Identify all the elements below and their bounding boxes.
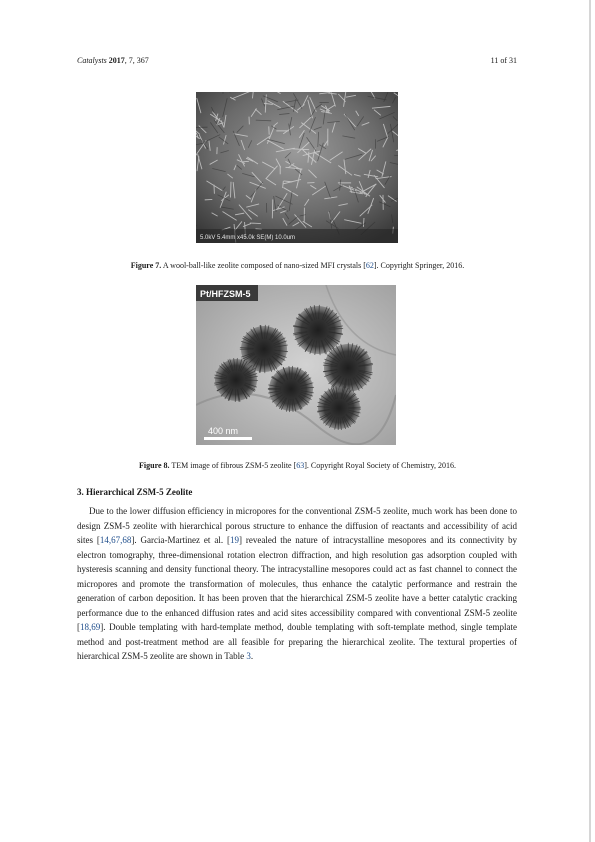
- fiber-texture: [363, 218, 364, 227]
- citation-link[interactable]: 14,67,68: [99, 535, 132, 545]
- tem-sample-label: Pt/HFZSM-5: [200, 289, 251, 299]
- section-heading: 3. Hierarchical ZSM-5 Zeolite: [77, 487, 193, 497]
- fibrous-particle: [294, 306, 342, 354]
- citation-link[interactable]: 62: [365, 261, 374, 270]
- scale-bar-label: 400 nm: [208, 426, 239, 436]
- paragraph-text: ]. Garcia-Martinez et al. [: [131, 535, 230, 545]
- sem-micrograph: [196, 92, 398, 243]
- journal-name: Catalysts: [77, 56, 107, 65]
- figure-8-image: [196, 285, 396, 445]
- running-header: [77, 56, 149, 65]
- particle-fiber: [348, 407, 361, 408]
- scale-bar: [204, 437, 252, 440]
- paragraph-text: .: [250, 651, 254, 661]
- page-edge: [589, 0, 591, 842]
- figure-7-caption: [60, 261, 535, 270]
- figure-8-caption-text: TEM image of fibrous ZSM-5 zeolite [: [169, 461, 297, 470]
- figure-7-image: [196, 92, 398, 243]
- paragraph-text: ] revealed the nature of intracystalline mesopores and its connectivity by electron tomography, three-dimensional rotation electron diffraction, and high resolution gas adsorption coupled with hysteresis scanning and density functional theory. The intracystalline mesopores could act as fast channel to connect the micropores and promote the transformation of molecules, thus enhance the catalytic performance and restrain the generation of carbon deposition. It has been proven that the hierarchical ZSM-5 zeolite have a better catalytic cracking performance due to the enhanced diffusion rates and acid sites accessibility compared with conventional ZSM-5 zeolite [: [77, 535, 517, 632]
- tem-micrograph: [196, 285, 396, 445]
- table-link[interactable]: 3: [246, 651, 251, 661]
- sem-info-bar: 5.0kV 5.4mm x45.0k SE(M) 10.0um: [200, 235, 296, 241]
- figure-8-caption: [60, 461, 535, 470]
- figure-7-caption-copyright: ]. Copyright Springer, 2016.: [373, 261, 465, 270]
- citation-link[interactable]: 18,69: [80, 622, 101, 632]
- journal-year: 2017: [108, 56, 125, 65]
- page-number: 11 of 31: [490, 56, 517, 65]
- figure-7-caption-text: A wool-ball-like zeolite composed of nano-sized MFI crystals [: [161, 261, 366, 270]
- paragraph-text: Due to the lower diffusion efficiency in micropores for the conventional ZSM-5 zeolite, much work has been done to design ZSM-5 zeolite with hierarchical porous structure to enhance the diffusion of reactants and accessibility of acid sites [: [77, 506, 517, 545]
- paragraph-text: ]. Double templating with hard-template method, double templating with soft-template method, single template method and post-treatment method are all feasible for preparing the hierarchical zeolite. The textural properties of hierarchical ZSM-5 zeolite are shown in Table: [77, 622, 517, 661]
- body-paragraph: [77, 504, 517, 664]
- figure-7-label: Figure 7.: [130, 261, 162, 270]
- figure-8-caption-copyright: ]. Copyright Royal Society of Chemistry, 2016.: [304, 461, 456, 470]
- volume-page: , 7, 367: [124, 56, 149, 65]
- figure-8-label: Figure 8.: [139, 461, 170, 470]
- citation-link[interactable]: 19: [230, 535, 239, 545]
- citation-link[interactable]: 63: [296, 461, 305, 470]
